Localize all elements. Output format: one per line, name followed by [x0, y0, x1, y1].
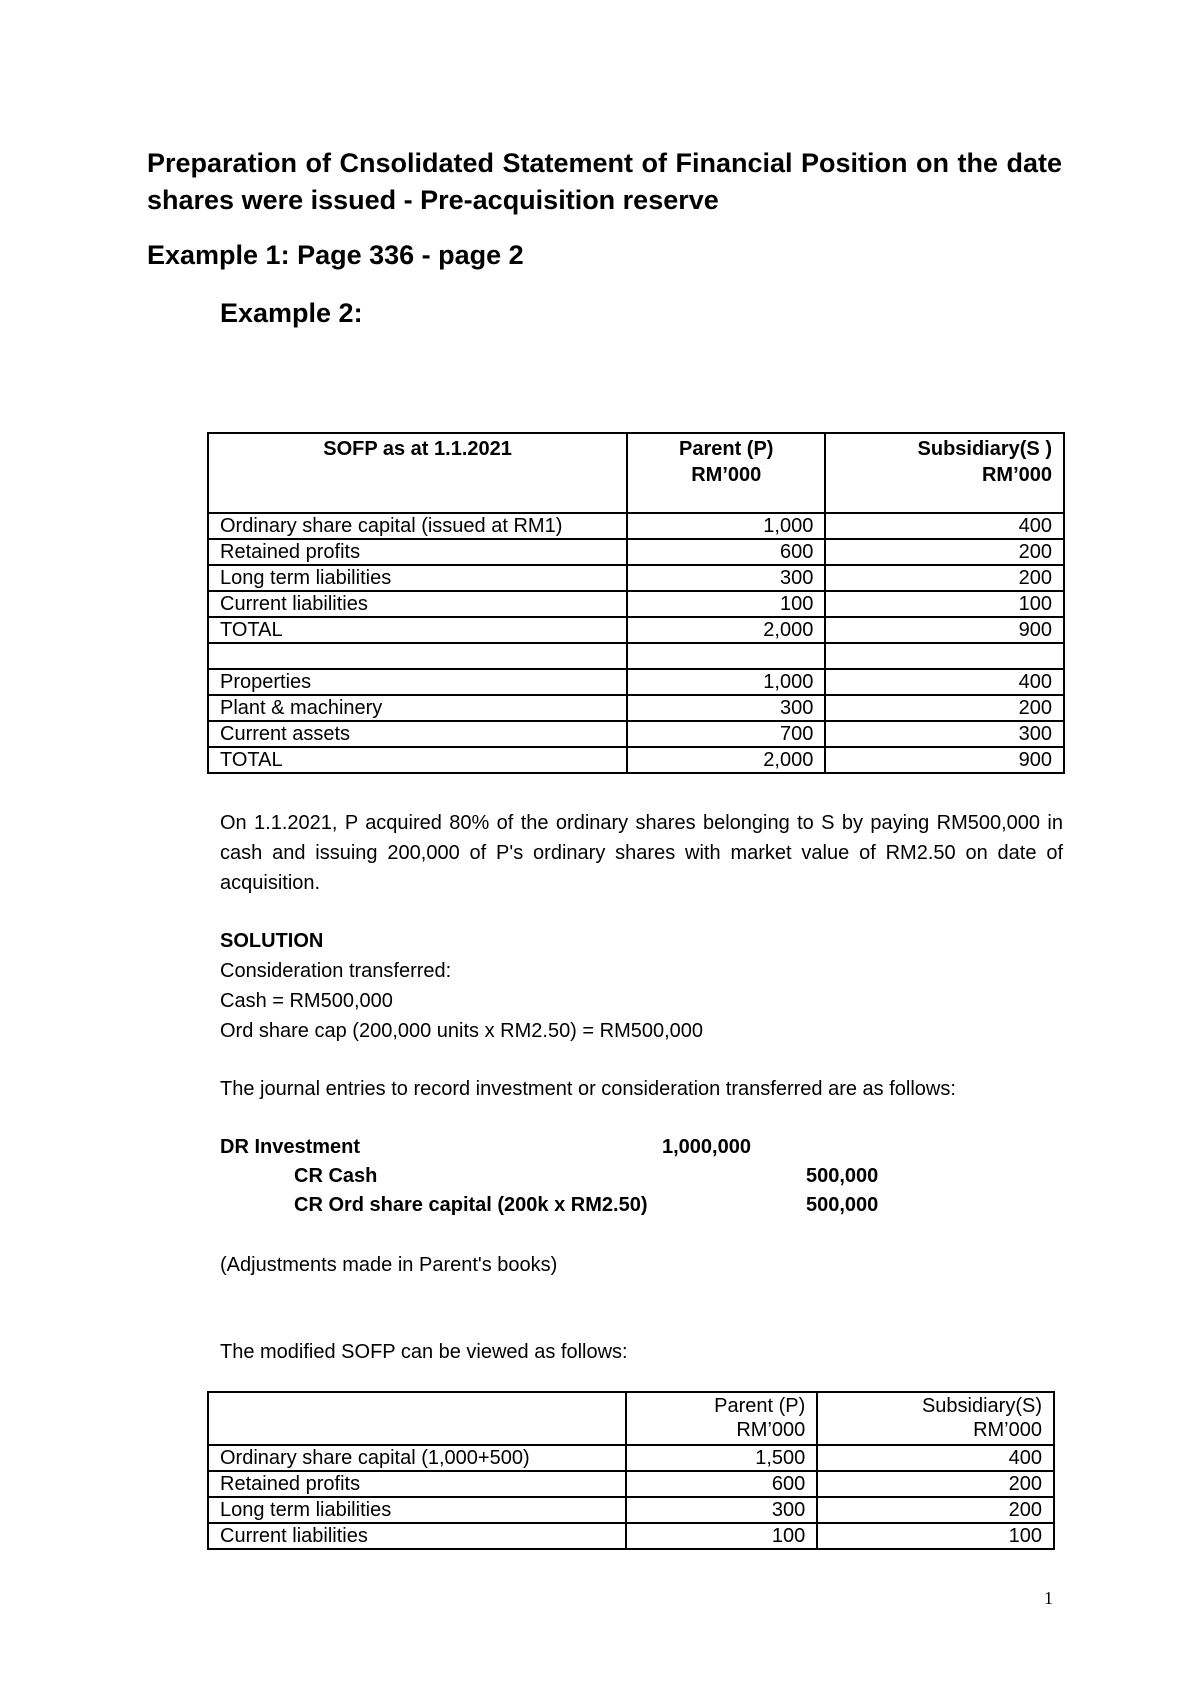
row-label: Long term liabilities: [208, 1497, 626, 1523]
row-subsidiary: 200: [817, 1497, 1054, 1523]
row-label: Long term liabilities: [208, 565, 627, 591]
row-parent: 2,000: [627, 617, 825, 643]
journal-cr2-amount: 500,000: [806, 1194, 879, 1216]
row-subsidiary: 200: [825, 539, 1064, 565]
row-parent: 1,500: [626, 1445, 817, 1471]
table-row: [208, 565, 1064, 591]
row-label: [208, 643, 627, 669]
example-1-heading: Example 1: Page 336 - page 2: [147, 240, 524, 270]
solution-heading: SOLUTION: [220, 930, 324, 952]
header-parent: Parent (P) RM’000: [626, 1392, 817, 1445]
row-subsidiary: 900: [825, 617, 1064, 643]
row-subsidiary: 400: [825, 669, 1064, 695]
table-row: [208, 1497, 1054, 1523]
row-parent: 2,000: [627, 747, 825, 773]
table-row: [208, 1445, 1054, 1471]
row-label: Retained profits: [208, 1471, 626, 1497]
row-label: Plant & machinery: [208, 695, 627, 721]
row-subsidiary: [825, 643, 1064, 669]
row-subsidiary: 300: [825, 721, 1064, 747]
acquisition-paragraph: On 1.1.2021, P acquired 80% of the ordinary shares belonging to S by paying RM500,000 in cash and issuing 200,000 of P's ordinary shares with market value of RM2.50 on date of acquisition.: [220, 812, 1063, 894]
journal-cr1-amount: 500,000: [806, 1165, 879, 1187]
adjustment-note: (Adjustments made in Parent's books): [220, 1254, 558, 1276]
row-parent: 1,000: [627, 513, 825, 539]
modified-sofp-intro: The modified SOFP can be viewed as follows:: [220, 1341, 628, 1363]
solution-line-2: Cash = RM500,000: [220, 990, 393, 1012]
row-parent: 100: [626, 1523, 817, 1549]
table-row: [208, 591, 1064, 617]
row-parent: 100: [627, 591, 825, 617]
header-parent: Parent (P) RM’000: [627, 433, 825, 513]
row-parent: 600: [627, 539, 825, 565]
header-subsidiary: Subsidiary(S ) RM’000: [825, 433, 1064, 513]
row-parent: 300: [627, 695, 825, 721]
journal-intro: The journal entries to record investment or consideration transferred are as follows:: [220, 1078, 956, 1100]
journal-dr-label: DR Investment: [220, 1136, 361, 1158]
row-label: Current liabilities: [208, 1523, 626, 1549]
table-row-blank: [208, 643, 1064, 669]
table-row: [208, 747, 1064, 773]
table-row: [208, 617, 1064, 643]
row-label: Current liabilities: [208, 591, 627, 617]
journal-dr-amount: 1,000,000: [662, 1136, 751, 1158]
row-label: Ordinary share capital (1,000+500): [208, 1445, 626, 1471]
row-parent: [627, 643, 825, 669]
row-label: Current assets: [208, 721, 627, 747]
example-2-heading: Example 2:: [220, 298, 363, 328]
table-row: [208, 539, 1064, 565]
header-subsidiary: Subsidiary(S) RM’000: [817, 1392, 1054, 1445]
row-label: Properties: [208, 669, 627, 695]
row-subsidiary: 900: [825, 747, 1064, 773]
sofp-table: [207, 432, 1065, 774]
solution-line-3: Ord share cap (200,000 units x RM2.50) = RM500,000: [220, 1020, 704, 1042]
row-subsidiary: 400: [825, 513, 1064, 539]
table-row: [208, 1471, 1054, 1497]
solution-line-1: Consideration transferred:: [220, 960, 452, 982]
row-label: TOTAL: [208, 617, 627, 643]
table-row: [208, 721, 1064, 747]
row-label: Ordinary share capital (issued at RM1): [208, 513, 627, 539]
row-subsidiary: 400: [817, 1445, 1054, 1471]
row-parent: 300: [626, 1497, 817, 1523]
modified-sofp-table: [207, 1391, 1055, 1550]
row-label: TOTAL: [208, 747, 627, 773]
table-row: [208, 669, 1064, 695]
journal-cr2-label: CR Ord share capital (200k x RM2.50): [294, 1194, 648, 1216]
page-title: Preparation of Cnsolidated Statement of Financial Position on the date shares were issued - Pre-acquisition reserve: [147, 148, 1062, 215]
table-row: [208, 513, 1064, 539]
row-subsidiary: 200: [825, 565, 1064, 591]
journal-cr1-label: CR Cash: [294, 1165, 378, 1187]
table-header-row: [208, 1392, 1054, 1445]
table-row: [208, 1523, 1054, 1549]
row-subsidiary: 200: [825, 695, 1064, 721]
table-row: [208, 695, 1064, 721]
row-label: Retained profits: [208, 539, 627, 565]
row-parent: 1,000: [627, 669, 825, 695]
row-parent: 300: [627, 565, 825, 591]
table-header-row: [208, 433, 1064, 513]
row-subsidiary: 100: [817, 1523, 1054, 1549]
row-parent: 600: [626, 1471, 817, 1497]
row-parent: 700: [627, 721, 825, 747]
header-label: SOFP as at 1.1.2021: [208, 433, 627, 513]
header-label: [208, 1392, 626, 1445]
row-subsidiary: 200: [817, 1471, 1054, 1497]
page-number: 1: [1044, 1588, 1053, 1608]
row-subsidiary: 100: [825, 591, 1064, 617]
